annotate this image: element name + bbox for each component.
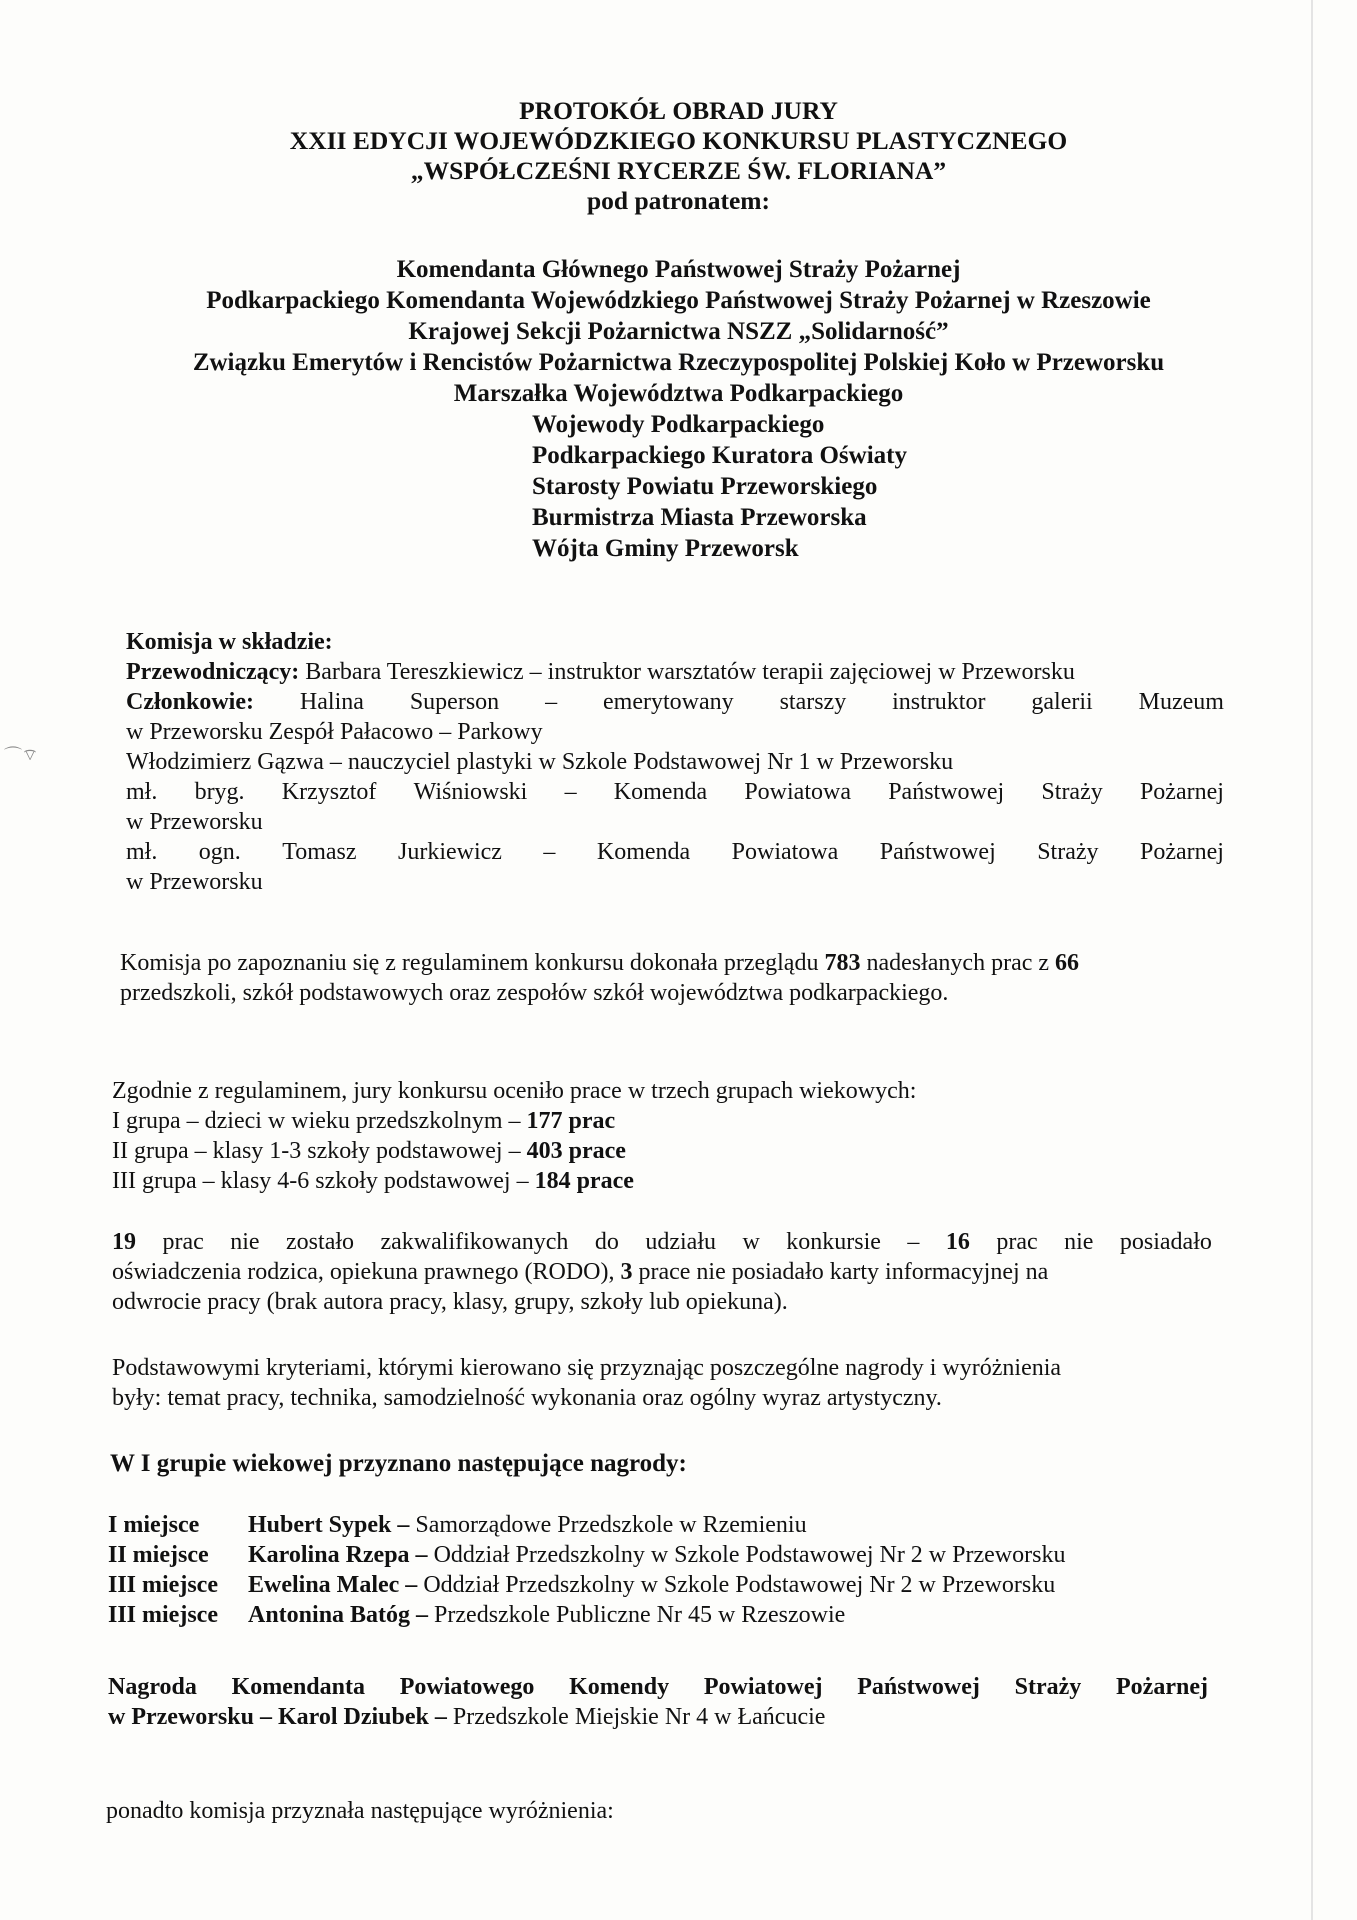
word: ogn. — [198, 839, 241, 865]
criteria-line-1: Podstawowymi kryteriami, którymi kierowano się przyznając poszczególne nagrody i wyróżnienia — [112, 1355, 1062, 1381]
header-patronage-label: pod patronatem: — [587, 186, 770, 215]
patron-item: Związku Emerytów i Rencistów Pożarnictwa Rzeczypospolitej Polskiej Koło w Przeworsku — [192, 349, 1165, 376]
award-place: I miejsce — [108, 1512, 200, 1538]
group-count: 177 prac — [526, 1108, 616, 1134]
committee-member-2: Włodzimierz Gązwa – nauczyciel plastyki w Szkole Podstawowej Nr 1 w Przeworsku — [126, 749, 954, 775]
word: prac — [996, 1229, 1038, 1255]
award-row — [108, 1510, 1065, 1540]
award-place: III miejsce — [108, 1602, 218, 1628]
word: bryg. — [194, 779, 245, 805]
committee-member-1 — [126, 687, 1224, 717]
group-count: 184 prace — [534, 1168, 634, 1194]
word: – — [564, 779, 577, 805]
chair-text: Barbara Tereszkiewicz – instruktor warsztatów terapii zajęciowej w Przeworsku — [299, 659, 1075, 685]
word: – — [545, 689, 558, 715]
review-text: nadesłanych prac z — [860, 950, 1056, 976]
rodo-count: 16 — [945, 1229, 970, 1255]
patron-item: Podkarpackiego Kuratora Oświaty — [532, 442, 907, 469]
award-winner: Hubert Sypek – — [248, 1512, 410, 1538]
card-count: 3 — [620, 1259, 633, 1285]
word: mł. — [126, 839, 158, 865]
word: Pożarnej — [1139, 839, 1224, 865]
award-winner: Ewelina Malec – — [248, 1572, 418, 1598]
word: Państwowej — [888, 779, 1005, 805]
award-place: II miejsce — [108, 1542, 209, 1568]
word: Powiatowego — [399, 1674, 535, 1700]
age-groups-paragraph — [112, 1076, 1212, 1196]
word: konkursie — [786, 1229, 881, 1255]
special-award — [108, 1672, 1208, 1732]
awards-list — [108, 1510, 1065, 1630]
group-2 — [112, 1136, 1212, 1166]
award-place: III miejsce — [108, 1572, 218, 1598]
word: nie — [1064, 1229, 1094, 1255]
group-count: 403 prace — [526, 1138, 626, 1164]
disqualified-line-2 — [112, 1257, 1212, 1287]
patron-item: Burmistrza Miasta Przeworska — [532, 504, 867, 531]
award-school: Przedszkole Publiczne Nr 45 w Rzeszowie — [428, 1602, 846, 1628]
group-3 — [112, 1166, 1212, 1196]
committee-member-4-cont: w Przeworsku — [126, 869, 263, 895]
word: Nagroda — [108, 1674, 197, 1700]
committee-member-1-cont: w Przeworsku Zespół Pałacowo – Parkowy — [126, 719, 543, 745]
word: Krzysztof — [281, 779, 377, 805]
word: Halina — [299, 689, 364, 715]
closing-line: ponadto komisja przyznała następujące wyróżnienia: — [106, 1798, 614, 1824]
word: Pożarnej — [1116, 1674, 1208, 1700]
word: Superson — [409, 689, 500, 715]
word: nie — [230, 1229, 260, 1255]
word: Powiatowa — [731, 839, 839, 865]
committee-member-3 — [126, 777, 1224, 807]
patron-item: Komendanta Głównego Państwowej Straży Pożarnej — [396, 256, 961, 283]
word: Jurkiewicz — [398, 839, 502, 865]
word: Komendanta — [231, 1674, 365, 1700]
special-award-winner: w Przeworsku – Karol Dziubek – — [108, 1704, 447, 1730]
works-count: 783 — [824, 950, 861, 976]
word: prac — [162, 1229, 204, 1255]
word: Pożarnej — [1139, 779, 1224, 805]
award-row — [108, 1540, 1065, 1570]
word: emerytowany — [603, 689, 734, 715]
committee-section — [126, 627, 1224, 897]
chair-label: Przewodniczący: — [126, 659, 300, 685]
disq-text: prace nie posiadało karty informacyjnej na — [632, 1259, 1049, 1285]
word: galerii — [1031, 689, 1093, 715]
word: posiadało — [1119, 1229, 1212, 1255]
disqualified-count: 19 — [112, 1229, 136, 1255]
disqualified-line-3: odwrocie pracy (brak autora pracy, klasy, grupy, szkoły lub opiekuna). — [112, 1289, 788, 1315]
header-title: PROTOKÓŁ OBRAD JURY — [519, 96, 838, 125]
word: Muzeum — [1138, 689, 1224, 715]
special-award-line-2 — [108, 1702, 1208, 1732]
document-header — [0, 96, 1357, 216]
patron-item: Starosty Powiatu Przeworskiego — [532, 473, 878, 500]
header-edition: XXII EDYCJI WOJEWÓDZKIEGO KONKURSU PLASTYCZNEGO — [289, 126, 1068, 155]
word: Straży — [1037, 839, 1099, 865]
patron-item: Wojewody Podkarpackiego — [532, 411, 825, 438]
word: instruktor — [892, 689, 986, 715]
word: Komendy — [569, 1674, 670, 1700]
word: Powiatowej — [703, 1674, 823, 1700]
disqualified-line-1 — [112, 1227, 1212, 1257]
schools-count: 66 — [1055, 950, 1080, 976]
committee-heading: Komisja w składzie: — [126, 629, 333, 655]
word: w — [742, 1229, 760, 1255]
group1-awards-heading: W I grupie wiekowej przyznano następujące nagrody: — [110, 1450, 687, 1477]
award-school: Oddział Przedszkolny w Szkole Podstawowej Nr 2 w Przeworsku — [417, 1572, 1056, 1598]
award-row — [108, 1600, 1065, 1630]
header-contest-name: „WSPÓŁCZEŚNI RYCERZE ŚW. FLORIANA” — [410, 156, 947, 185]
groups-intro: Zgodnie z regulaminem, jury konkursu oceniło prace w trzech grupach wiekowych: — [112, 1078, 917, 1104]
special-award-school: Przedszkole Miejskie Nr 4 w Łańcucie — [446, 1704, 826, 1730]
patron-item: Podkarpackiego Komendanta Wojewódzkiego Państwowej Straży Pożarnej w Rzeszowie — [206, 287, 1151, 314]
committee-chair — [126, 657, 1224, 687]
review-line-2: przedszkoli, szkół podstawowych oraz zespołów szkół województwa podkarpackiego. — [120, 980, 949, 1006]
criteria-line-2: były: temat pracy, technika, samodzielność wykonania oraz ogólny wyraz artystyczny. — [112, 1385, 942, 1411]
members-label: Członkowie: — [126, 689, 254, 715]
group-text: II grupa – klasy 1-3 szkoły podstawowej – — [112, 1138, 527, 1164]
group-text: III grupa – klasy 4-6 szkoły podstawowej – — [112, 1168, 535, 1194]
committee-member-3-cont: w Przeworsku — [126, 809, 263, 835]
word: – — [543, 839, 556, 865]
word: mł. — [126, 779, 158, 805]
word: Straży — [1014, 1674, 1082, 1700]
word: Państwowej — [857, 1674, 980, 1700]
word: Komenda — [596, 839, 691, 865]
group-text: I grupa – dzieci w wieku przedszkolnym – — [112, 1108, 527, 1134]
special-award-line-1 — [108, 1672, 1208, 1702]
word: zostało — [286, 1229, 355, 1255]
award-winner: Karolina Rzepa – — [248, 1542, 428, 1568]
word: Komenda — [613, 779, 708, 805]
group-1 — [112, 1106, 1212, 1136]
award-school: Oddział Przedszkolny w Szkole Podstawowej Nr 2 w Przeworsku — [427, 1542, 1066, 1568]
word: do — [594, 1229, 619, 1255]
patron-item: Wójta Gminy Przeworsk — [532, 535, 799, 562]
patron-item: Krajowej Sekcji Pożarnictwa NSZZ „Solidarność” — [408, 318, 949, 345]
review-line-1 — [120, 948, 1220, 978]
review-text: Komisja po zapoznaniu się z regulaminem konkursu dokonała przeglądu — [120, 950, 825, 976]
word: udziału — [645, 1229, 716, 1255]
patrons-left-list — [532, 409, 907, 564]
award-school: Samorządowe Przedszkole w Rzemieniu — [409, 1512, 807, 1538]
patrons-centered-list — [0, 254, 1357, 409]
word: – — [907, 1229, 920, 1255]
scan-artifact-mark: ⌒ ͡ ˅ — [4, 746, 34, 766]
word: Państwowej — [879, 839, 996, 865]
word: Straży — [1041, 779, 1103, 805]
committee-member-4 — [126, 837, 1224, 867]
disqualified-paragraph — [112, 1227, 1212, 1317]
word: starszy — [779, 689, 847, 715]
criteria-paragraph — [112, 1353, 1212, 1413]
word: Powiatowa — [744, 779, 851, 805]
disq-text: oświadczenia rodzica, opiekuna prawnego (RODO), — [112, 1259, 621, 1285]
word: zakwalifikowanych — [380, 1229, 569, 1255]
word: Tomasz — [282, 839, 357, 865]
word: Wiśniowski — [413, 779, 528, 805]
review-paragraph — [120, 948, 1220, 1008]
award-row — [108, 1570, 1065, 1600]
patron-item: Marszałka Województwa Podkarpackiego — [453, 380, 904, 407]
award-winner: Antonina Batóg – — [248, 1602, 429, 1628]
